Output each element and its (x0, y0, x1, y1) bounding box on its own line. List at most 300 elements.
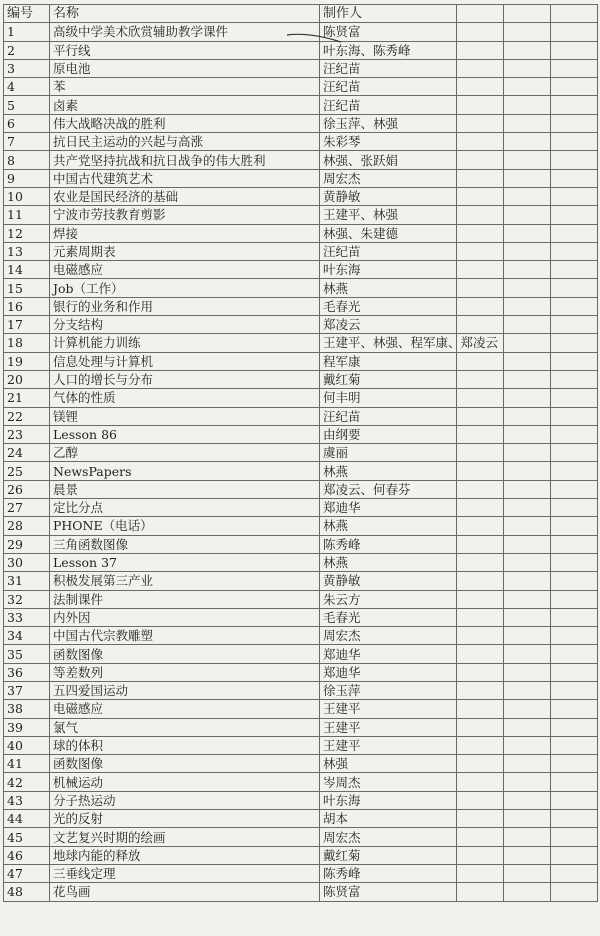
cell-empty (551, 444, 598, 462)
cell-author: 陈秀峰 (320, 535, 457, 553)
cell-id: 48 (4, 883, 50, 901)
cell-empty (504, 187, 551, 205)
table-row (4, 242, 598, 260)
cell-empty (504, 590, 551, 608)
cell-empty (504, 572, 551, 590)
cell-id: 6 (4, 114, 50, 132)
cell-empty (457, 169, 504, 187)
course-table (3, 4, 598, 902)
table-row (4, 444, 598, 462)
cell-id: 28 (4, 517, 50, 535)
cell-name: 农业是国民经济的基础 (50, 187, 320, 205)
cell-empty (551, 96, 598, 114)
cell-empty (504, 773, 551, 791)
cell-empty (551, 151, 598, 169)
header-empty (551, 5, 598, 23)
cell-id: 35 (4, 645, 50, 663)
cell-author: 王建平 (320, 700, 457, 718)
cell-name: 定比分点 (50, 499, 320, 517)
cell-empty (551, 133, 598, 151)
cell-empty (504, 608, 551, 626)
table-row (4, 791, 598, 809)
cell-empty (504, 389, 551, 407)
cell-id: 8 (4, 151, 50, 169)
cell-name: 光的反射 (50, 810, 320, 828)
cell-name: 内外因 (50, 608, 320, 626)
cell-empty (457, 151, 504, 169)
cell-author: 汪纪苗 (320, 407, 457, 425)
cell-id: 37 (4, 681, 50, 699)
cell-empty (551, 370, 598, 388)
cell-id: 16 (4, 297, 50, 315)
cell-name: 元素周期表 (50, 242, 320, 260)
cell-id: 40 (4, 736, 50, 754)
cell-empty (504, 718, 551, 736)
cell-empty (551, 755, 598, 773)
cell-id: 22 (4, 407, 50, 425)
cell-id: 25 (4, 462, 50, 480)
header-row (4, 5, 598, 23)
cell-name: 五四爱国运动 (50, 681, 320, 699)
cell-author: 陈贤富 (320, 23, 457, 41)
cell-author: 汪纪苗 (320, 242, 457, 260)
cell-name: 镁锂 (50, 407, 320, 425)
table-row (4, 334, 598, 352)
cell-name: 函数图像 (50, 645, 320, 663)
table-row (4, 78, 598, 96)
cell-empty (504, 297, 551, 315)
cell-empty (504, 59, 551, 77)
cell-empty (457, 425, 504, 443)
cell-empty (457, 41, 504, 59)
cell-empty (457, 96, 504, 114)
cell-id: 3 (4, 59, 50, 77)
cell-empty (551, 297, 598, 315)
table-row (4, 352, 598, 370)
cell-empty (457, 718, 504, 736)
cell-name: 气体的性质 (50, 389, 320, 407)
table-row (4, 535, 598, 553)
cell-empty (504, 242, 551, 260)
cell-empty (504, 169, 551, 187)
header-name: 名称 (50, 5, 320, 23)
cell-empty (457, 864, 504, 882)
cell-empty (551, 224, 598, 242)
cell-empty (457, 279, 504, 297)
cell-id: 41 (4, 755, 50, 773)
cell-author: 陈贤富 (320, 883, 457, 901)
table-row (4, 96, 598, 114)
cell-name: 球的体积 (50, 736, 320, 754)
cell-author: 林强 (320, 755, 457, 773)
cell-empty (551, 261, 598, 279)
cell-empty (504, 462, 551, 480)
cell-empty (551, 590, 598, 608)
cell-empty (551, 572, 598, 590)
table-row (4, 590, 598, 608)
table-row (4, 297, 598, 315)
cell-empty (551, 187, 598, 205)
cell-id: 9 (4, 169, 50, 187)
cell-empty (504, 444, 551, 462)
cell-empty (457, 407, 504, 425)
header-empty (457, 5, 504, 23)
cell-empty (551, 480, 598, 498)
table-row (4, 663, 598, 681)
cell-name: 抗日民主运动的兴起与高涨 (50, 133, 320, 151)
cell-author: 黄静敏 (320, 187, 457, 205)
cell-empty (504, 645, 551, 663)
table-row (4, 407, 598, 425)
cell-empty (504, 23, 551, 41)
cell-author: 汪纪苗 (320, 59, 457, 77)
cell-name: 地球内能的释放 (50, 846, 320, 864)
table-row (4, 572, 598, 590)
cell-empty (457, 828, 504, 846)
cell-id: 10 (4, 187, 50, 205)
cell-empty (504, 370, 551, 388)
cell-empty (504, 663, 551, 681)
cell-empty (457, 846, 504, 864)
cell-empty (504, 407, 551, 425)
cell-author: 朱云方 (320, 590, 457, 608)
cell-empty (457, 133, 504, 151)
cell-author: 郑迪华 (320, 645, 457, 663)
cell-name: 计算机能力训练 (50, 334, 320, 352)
cell-empty (504, 151, 551, 169)
cell-empty (457, 791, 504, 809)
table-row (4, 462, 598, 480)
cell-id: 43 (4, 791, 50, 809)
cell-id: 47 (4, 864, 50, 882)
cell-id: 21 (4, 389, 50, 407)
table-row (4, 480, 598, 498)
cell-author: 叶东海 (320, 261, 457, 279)
cell-empty (457, 206, 504, 224)
cell-id: 23 (4, 425, 50, 443)
cell-empty (504, 352, 551, 370)
table-row (4, 517, 598, 535)
cell-empty (457, 627, 504, 645)
table-row (4, 608, 598, 626)
cell-author: 林燕 (320, 517, 457, 535)
table-row (4, 279, 598, 297)
cell-empty (551, 828, 598, 846)
cell-empty (551, 462, 598, 480)
cell-empty (551, 736, 598, 754)
table-row (4, 370, 598, 388)
cell-empty (551, 517, 598, 535)
cell-author: 毛春光 (320, 297, 457, 315)
cell-empty (551, 773, 598, 791)
cell-empty (457, 517, 504, 535)
cell-name: 人口的增长与分布 (50, 370, 320, 388)
cell-empty (551, 316, 598, 334)
cell-empty (457, 370, 504, 388)
cell-id: 31 (4, 572, 50, 590)
cell-name: 积极发展第三产业 (50, 572, 320, 590)
cell-empty (457, 608, 504, 626)
cell-empty (457, 462, 504, 480)
table-row (4, 755, 598, 773)
cell-empty (504, 755, 551, 773)
cell-empty (504, 700, 551, 718)
cell-empty (457, 755, 504, 773)
cell-id: 30 (4, 553, 50, 571)
cell-empty (551, 407, 598, 425)
cell-empty (551, 846, 598, 864)
cell-empty (457, 78, 504, 96)
cell-author: 岑周杰 (320, 773, 457, 791)
cell-author: 周宏杰 (320, 169, 457, 187)
cell-author: 汪纪苗 (320, 78, 457, 96)
cell-empty (551, 23, 598, 41)
cell-empty (504, 810, 551, 828)
table-row (4, 645, 598, 663)
table-row (4, 700, 598, 718)
cell-author: 叶东海、陈秀峰 (320, 41, 457, 59)
cell-name: 花鸟画 (50, 883, 320, 901)
cell-empty (551, 206, 598, 224)
cell-id: 5 (4, 96, 50, 114)
cell-author: 王建平、林强、程军康、郑凌云 (320, 334, 457, 352)
cell-empty (504, 627, 551, 645)
table-row (4, 425, 598, 443)
cell-empty (504, 334, 551, 352)
cell-empty (504, 883, 551, 901)
cell-empty (551, 334, 598, 352)
cell-id: 15 (4, 279, 50, 297)
cell-id: 2 (4, 41, 50, 59)
cell-id: 24 (4, 444, 50, 462)
cell-empty (551, 700, 598, 718)
cell-empty (504, 224, 551, 242)
table-row (4, 59, 598, 77)
cell-author: 徐玉萍、林强 (320, 114, 457, 132)
table-row (4, 736, 598, 754)
cell-author: 程军康 (320, 352, 457, 370)
cell-author: 王建平 (320, 736, 457, 754)
cell-author: 戴红菊 (320, 846, 457, 864)
cell-name: 信息处理与计算机 (50, 352, 320, 370)
cell-id: 34 (4, 627, 50, 645)
cell-empty (551, 645, 598, 663)
cell-id: 39 (4, 718, 50, 736)
cell-id: 27 (4, 499, 50, 517)
table-row (4, 169, 598, 187)
cell-id: 29 (4, 535, 50, 553)
cell-id: 44 (4, 810, 50, 828)
cell-name: 电磁感应 (50, 261, 320, 279)
cell-name: 乙醇 (50, 444, 320, 462)
cell-empty (457, 499, 504, 517)
cell-empty (504, 828, 551, 846)
cell-empty (457, 352, 504, 370)
cell-name: 三垂线定理 (50, 864, 320, 882)
cell-author: 何丰明 (320, 389, 457, 407)
cell-id: 14 (4, 261, 50, 279)
cell-empty (457, 480, 504, 498)
table-row (4, 114, 598, 132)
cell-author: 朱彩琴 (320, 133, 457, 151)
cell-empty (457, 535, 504, 553)
cell-empty (504, 517, 551, 535)
cell-empty (457, 224, 504, 242)
cell-empty (551, 425, 598, 443)
cell-author: 林强、朱建德 (320, 224, 457, 242)
cell-author: 由纲要 (320, 425, 457, 443)
cell-empty (551, 810, 598, 828)
cell-author: 徐玉萍 (320, 681, 457, 699)
table-row (4, 718, 598, 736)
cell-id: 33 (4, 608, 50, 626)
cell-name: 卤素 (50, 96, 320, 114)
cell-empty (504, 480, 551, 498)
table-row (4, 553, 598, 571)
cell-empty (504, 316, 551, 334)
cell-name: Lesson 37 (50, 553, 320, 571)
cell-author: 戴红菊 (320, 370, 457, 388)
cell-author: 林燕 (320, 553, 457, 571)
cell-empty (504, 864, 551, 882)
cell-empty (551, 663, 598, 681)
cell-id: 46 (4, 846, 50, 864)
cell-id: 19 (4, 352, 50, 370)
table-row (4, 389, 598, 407)
cell-id: 11 (4, 206, 50, 224)
cell-author: 郑凌云 (320, 316, 457, 334)
cell-name: 原电池 (50, 59, 320, 77)
cell-empty (457, 700, 504, 718)
cell-empty (504, 425, 551, 443)
cell-empty (504, 553, 551, 571)
cell-empty (504, 78, 551, 96)
table-row (4, 151, 598, 169)
table-row (4, 883, 598, 901)
table-row (4, 773, 598, 791)
cell-author: 毛春光 (320, 608, 457, 626)
cell-author: 虞丽 (320, 444, 457, 462)
cell-id: 20 (4, 370, 50, 388)
cell-empty (504, 133, 551, 151)
cell-empty (504, 736, 551, 754)
cell-empty (551, 169, 598, 187)
cell-empty (551, 114, 598, 132)
cell-empty (551, 864, 598, 882)
cell-name: Job（工作） (50, 279, 320, 297)
cell-empty (457, 316, 504, 334)
cell-empty (457, 553, 504, 571)
cell-id: 32 (4, 590, 50, 608)
cell-empty (457, 261, 504, 279)
cell-empty (457, 736, 504, 754)
table-row (4, 133, 598, 151)
cell-empty (551, 535, 598, 553)
cell-id: 36 (4, 663, 50, 681)
cell-empty (551, 681, 598, 699)
cell-empty (504, 206, 551, 224)
cell-author: 林燕 (320, 279, 457, 297)
cell-id: 38 (4, 700, 50, 718)
cell-empty (457, 681, 504, 699)
cell-empty (551, 499, 598, 517)
cell-empty (457, 242, 504, 260)
cell-empty (504, 535, 551, 553)
cell-id: 26 (4, 480, 50, 498)
cell-empty (457, 297, 504, 315)
cell-empty (504, 279, 551, 297)
cell-empty (457, 23, 504, 41)
cell-empty (551, 883, 598, 901)
cell-id: 1 (4, 23, 50, 41)
cell-id: 17 (4, 316, 50, 334)
cell-name: 宁波市劳技教育剪影 (50, 206, 320, 224)
cell-empty (551, 791, 598, 809)
cell-empty (551, 41, 598, 59)
cell-name: 函数图像 (50, 755, 320, 773)
cell-author: 林强、张跃娟 (320, 151, 457, 169)
table-row (4, 681, 598, 699)
cell-name: 焊接 (50, 224, 320, 242)
cell-name: PHONE（电话） (50, 517, 320, 535)
cell-name: 伟大战略决战的胜利 (50, 114, 320, 132)
table-row (4, 864, 598, 882)
table-row (4, 499, 598, 517)
cell-name: 晨景 (50, 480, 320, 498)
header-id: 编号 (4, 5, 50, 23)
cell-author: 王建平、林强 (320, 206, 457, 224)
cell-name: NewsPapers (50, 462, 320, 480)
cell-empty (457, 389, 504, 407)
table-row (4, 846, 598, 864)
cell-name: 分支结构 (50, 316, 320, 334)
cell-name: 三角函数图像 (50, 535, 320, 553)
cell-empty (457, 883, 504, 901)
cell-name: 中国古代宗教雕塑 (50, 627, 320, 645)
table-row (4, 828, 598, 846)
cell-empty (457, 59, 504, 77)
cell-name: 共产党坚持抗战和抗日战争的伟大胜利 (50, 151, 320, 169)
cell-name: 电磁感应 (50, 700, 320, 718)
cell-name: 中国古代建筑艺术 (50, 169, 320, 187)
cell-name: 分子热运动 (50, 791, 320, 809)
table-row (4, 261, 598, 279)
cell-empty (551, 608, 598, 626)
cell-id: 42 (4, 773, 50, 791)
table-row (4, 627, 598, 645)
cell-id: 12 (4, 224, 50, 242)
cell-empty (457, 572, 504, 590)
cell-author: 胡本 (320, 810, 457, 828)
cell-id: 45 (4, 828, 50, 846)
cell-empty (504, 114, 551, 132)
cell-name: Lesson 86 (50, 425, 320, 443)
cell-empty (551, 279, 598, 297)
cell-empty (551, 242, 598, 260)
cell-empty (457, 114, 504, 132)
cell-empty (457, 590, 504, 608)
cell-empty (504, 791, 551, 809)
cell-empty (457, 810, 504, 828)
cell-id: 4 (4, 78, 50, 96)
cell-name: 银行的业务和作用 (50, 297, 320, 315)
cell-empty (551, 627, 598, 645)
cell-author: 郑迪华 (320, 663, 457, 681)
cell-name: 高级中学美术欣赏辅助教学课件 (50, 23, 320, 41)
header-empty (504, 5, 551, 23)
table-row (4, 224, 598, 242)
cell-name: 文艺复兴时期的绘画 (50, 828, 320, 846)
